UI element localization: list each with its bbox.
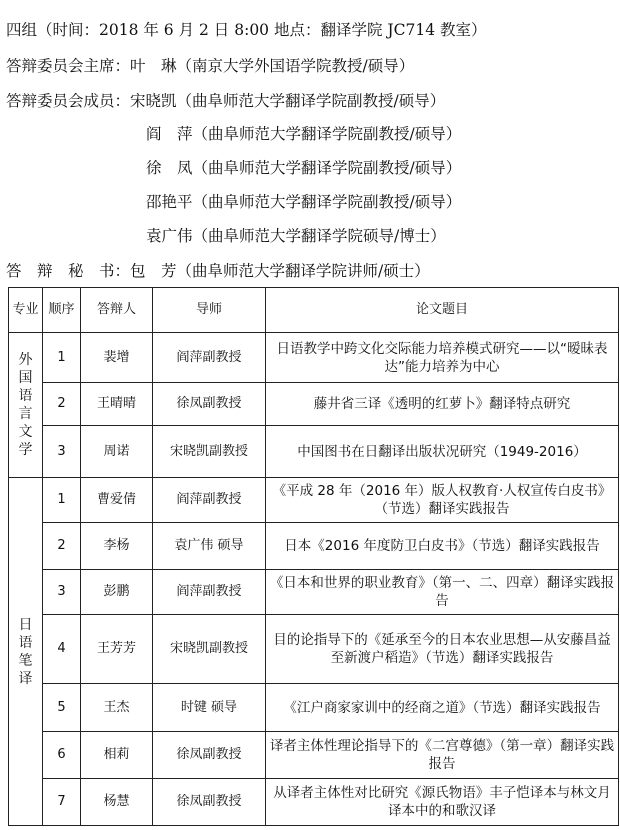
thesis-title-cell: 《江户商家家训中的经商之道》（节选）翻译实践报告 — [266, 684, 619, 732]
major-cell: 日语笔译 — [9, 478, 43, 826]
table-row — [9, 570, 619, 615]
order-cell: 1 — [43, 333, 81, 383]
defender-cell: 曹爱倩 — [81, 478, 153, 523]
defender-cell: 王晴晴 — [81, 383, 153, 426]
committee-member: 邵艳平（曲阜师范大学翻译学院副教授/硕导） — [146, 193, 462, 211]
table-row — [9, 333, 619, 383]
order-cell: 2 — [43, 383, 81, 426]
table-row — [9, 615, 619, 684]
committee-member: 袁广伟（曲阜师范大学翻译学院硕导/博士） — [146, 227, 446, 245]
thesis-title-cell: 藤井省三译《透明的红萝卜》翻译特点研究 — [266, 383, 619, 426]
table-row — [9, 684, 619, 732]
table-row — [9, 523, 619, 570]
defender-cell: 王芳芳 — [81, 615, 153, 684]
advisor-cell: 阎萍副教授 — [153, 333, 266, 383]
group-info-line: 四组（时间：2018 年 6 月 2 日 8:00 地点：翻译学院 JC714 教室） — [6, 21, 487, 39]
thesis-title-cell: 日本《2016 年度防卫白皮书》（节选）翻译实践报告 — [266, 523, 619, 570]
thesis-title-cell: 目的论指导下的《延承至今的日本农业思想—从安藤昌益至新渡户稻造》（节选）翻译实践报告 — [266, 615, 619, 684]
table-row — [9, 779, 619, 826]
order-cell: 3 — [43, 426, 81, 478]
header-major: 专业 — [9, 288, 43, 333]
thesis-title-cell: 日语教学中跨文化交际能力培养模式研究——以“暧昧表达”能力培养为中心 — [266, 333, 619, 383]
table-row — [9, 426, 619, 478]
order-cell: 6 — [43, 732, 81, 779]
header-title: 论文题目 — [266, 288, 619, 333]
order-cell: 7 — [43, 779, 81, 826]
advisor-cell: 宋晓凯副教授 — [153, 426, 266, 478]
header-order: 顺序 — [43, 288, 81, 333]
order-cell: 3 — [43, 570, 81, 615]
committee-members-line: 答辩委员会成员：宋晓凯（曲阜师范大学翻译学院副教授/硕导） — [6, 92, 446, 110]
advisor-cell: 宋晓凯副教授 — [153, 615, 266, 684]
advisor-cell: 阎萍副教授 — [153, 570, 266, 615]
advisor-cell: 徐凤副教授 — [153, 732, 266, 779]
defense-schedule-table — [8, 287, 619, 826]
advisor-cell: 徐凤副教授 — [153, 383, 266, 426]
order-cell: 2 — [43, 523, 81, 570]
advisor-cell: 阎萍副教授 — [153, 478, 266, 523]
defender-cell: 李杨 — [81, 523, 153, 570]
defender-cell: 杨慧 — [81, 779, 153, 826]
advisor-cell: 徐凤副教授 — [153, 779, 266, 826]
defender-cell: 彭鹏 — [81, 570, 153, 615]
advisor-cell: 时键 硕导 — [153, 684, 266, 732]
committee-chair-line: 答辩委员会主席：叶 琳（南京大学外国语学院教授/硕导） — [6, 57, 415, 75]
order-cell: 1 — [43, 478, 81, 523]
defender-cell: 王杰 — [81, 684, 153, 732]
header-defender: 答辩人 — [81, 288, 153, 333]
committee-member: 徐 凤（曲阜师范大学翻译学院副教授/硕导） — [146, 159, 462, 177]
table-row — [9, 732, 619, 779]
order-cell: 4 — [43, 615, 81, 684]
table-row — [9, 383, 619, 426]
thesis-title-cell: 中国图书在日翻译出版状况研究（1949-2016） — [266, 426, 619, 478]
header-advisor: 导师 — [153, 288, 266, 333]
major-cell: 外国语言文学 — [9, 333, 43, 478]
thesis-title-cell: 《日本和世界的职业教育》（第一、二、四章）翻译实践报告 — [266, 570, 619, 615]
defender-cell: 周诺 — [81, 426, 153, 478]
thesis-title-cell: 译者主体性理论指导下的《二宫尊德》（第一章）翻译实践报告 — [266, 732, 619, 779]
table-header-row — [9, 288, 619, 333]
table-row — [9, 478, 619, 523]
committee-member: 阎 萍（曲阜师范大学翻译学院副教授/硕导） — [146, 125, 462, 143]
secretary-line: 答 辩 秘 书：包 芳（曲阜师范大学翻译学院讲师/硕士） — [6, 262, 430, 280]
order-cell: 5 — [43, 684, 81, 732]
thesis-title-cell: 《平成 28 年（2016 年）版人权教育·人权宣传白皮书》（节选）翻译实践报告 — [266, 478, 619, 523]
advisor-cell: 袁广伟 硕导 — [153, 523, 266, 570]
defender-cell: 裴增 — [81, 333, 153, 383]
defender-cell: 相莉 — [81, 732, 153, 779]
thesis-title-cell: 从译者主体性对比研究《源氏物语》丰子恺译本与林文月译本中的和歌汉译 — [266, 779, 619, 826]
